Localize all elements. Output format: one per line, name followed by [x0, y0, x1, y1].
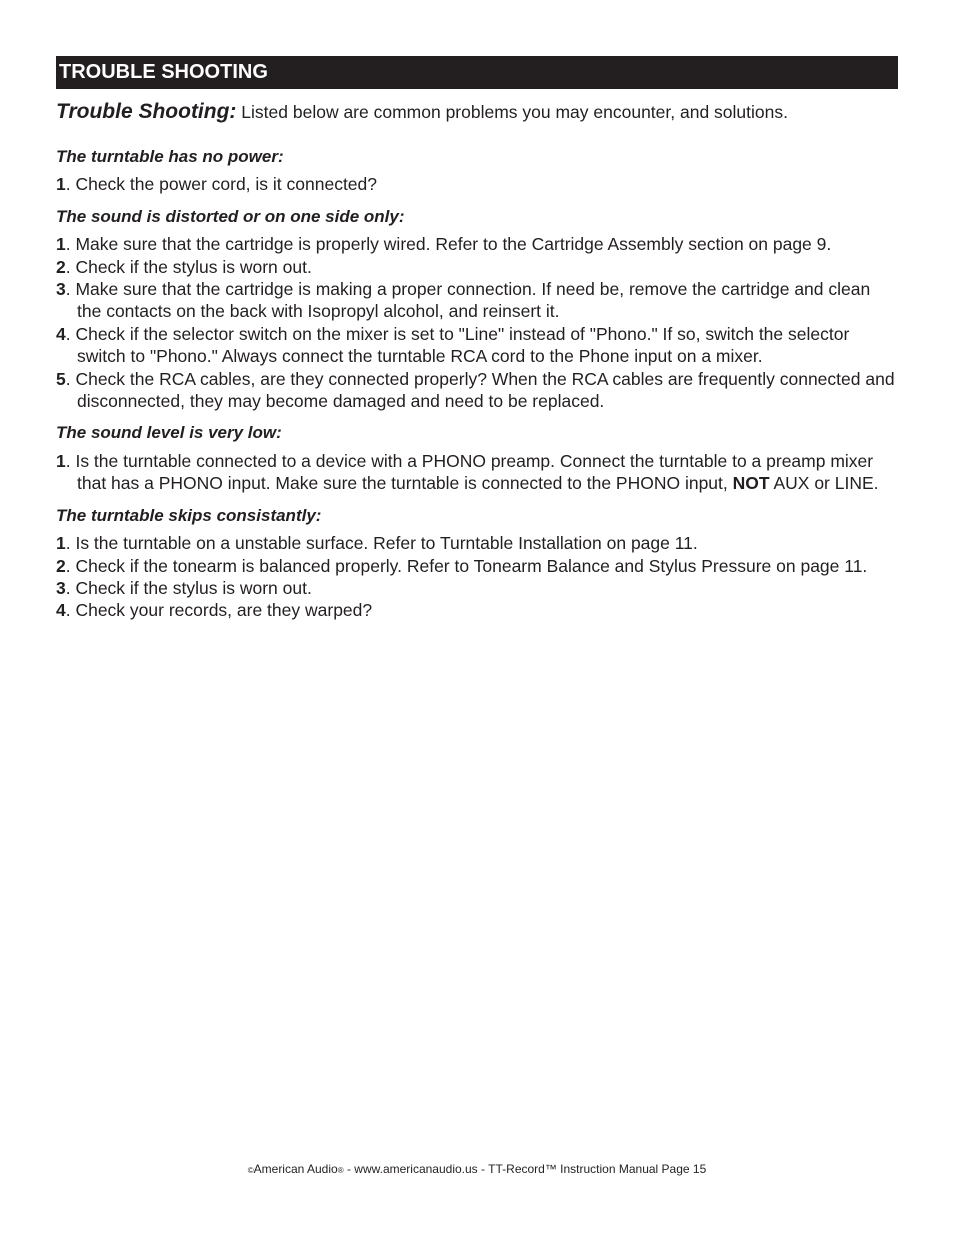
- item-text: . Check if the stylus is worn out.: [65, 256, 312, 277]
- item-text: . Check the power cord, is it connected?: [65, 174, 378, 195]
- intro-text: Listed below are common problems you may encounter, and solutions.: [241, 102, 788, 122]
- list-item: [56, 532, 898, 554]
- item-text: . Is the turntable on a unstable surface. Refer to Turntable Installation on page 11.: [65, 533, 698, 554]
- list-item: [56, 323, 898, 368]
- item-number: 2: [56, 256, 66, 277]
- item-number: 4: [56, 323, 66, 344]
- item-text: . Check the RCA cables, are they connected properly? When the RCA cables are frequently connected and disconnected, they may become damaged and need to be replaced.: [65, 368, 895, 412]
- list-item: [56, 577, 898, 599]
- list-item: [56, 599, 898, 621]
- list-item: [56, 450, 898, 495]
- item-number: 2: [56, 555, 66, 576]
- registered-symbol: ®: [337, 1166, 344, 1175]
- intro-lead: Trouble Shooting:: [56, 100, 237, 123]
- item-number: 4: [56, 600, 66, 621]
- item-text: . Check if the stylus is worn out.: [65, 577, 312, 598]
- intro-paragraph: [56, 99, 898, 125]
- section-header-title: TROUBLE SHOOTING: [59, 61, 268, 83]
- item-text: . Check your records, are they warped?: [65, 600, 373, 621]
- footer-manual-page: TT-Record™ Instruction Manual Page 15: [488, 1162, 707, 1176]
- list-item: [56, 173, 898, 195]
- footer-brand: American Audio: [253, 1162, 338, 1176]
- item-text: . Is the turntable connected to a device with a PHONO preamp. Connect the turntable to a preamp mixer that has a PHONO input. Make sure the turntable is connected to the PHONO input,: [65, 450, 874, 494]
- copyright-symbol: ©: [247, 1166, 254, 1175]
- problem-title-skips: The turntable skips consistantly:: [56, 505, 322, 525]
- list-item: [56, 368, 898, 413]
- item-number: 1: [56, 450, 66, 471]
- problem-title-low-sound: The sound level is very low:: [56, 423, 282, 443]
- footer-separator: -: [346, 1162, 355, 1176]
- item-number: 1: [56, 533, 66, 554]
- list-item: [56, 555, 898, 577]
- item-number: 3: [56, 279, 66, 300]
- list-item: [56, 233, 898, 255]
- item-text-tail: AUX or LINE.: [769, 473, 879, 494]
- list-item: [56, 278, 898, 323]
- list-item: [56, 256, 898, 278]
- item-text: . Check if the tonearm is balanced properly. Refer to Tonearm Balance and Stylus Pressure on page 11.: [65, 555, 868, 576]
- troubleshooting-content: [56, 146, 898, 622]
- problem-title-distorted-sound: The sound is distorted or on one side only:: [56, 206, 405, 226]
- item-emphasis: NOT: [732, 473, 770, 494]
- item-text: . Make sure that the cartridge is making a proper connection. If need be, remove the cartridge and clean the contacts on the back with Isopropyl alcohol, and reinsert it.: [65, 279, 871, 322]
- item-number: 5: [56, 368, 66, 389]
- problem-title-no-power: The turntable has no power:: [56, 147, 284, 166]
- item-number: 1: [56, 234, 66, 255]
- footer-separator: -: [481, 1162, 489, 1176]
- item-number: 1: [56, 174, 66, 195]
- section-header-bar: [56, 56, 898, 89]
- item-number: 3: [56, 577, 66, 598]
- footer-website: www.americanaudio.us: [354, 1162, 478, 1176]
- item-text: . Make sure that the cartridge is properly wired. Refer to the Cartridge Assembly section on page 9.: [65, 234, 832, 255]
- item-text: . Check if the selector switch on the mixer is set to "Line" instead of "Phono." If so, switch the selector switch to "Phono." Always connect the turntable RCA cord to the Phone input on a mixer.: [65, 323, 850, 367]
- page-footer: [0, 1161, 954, 1179]
